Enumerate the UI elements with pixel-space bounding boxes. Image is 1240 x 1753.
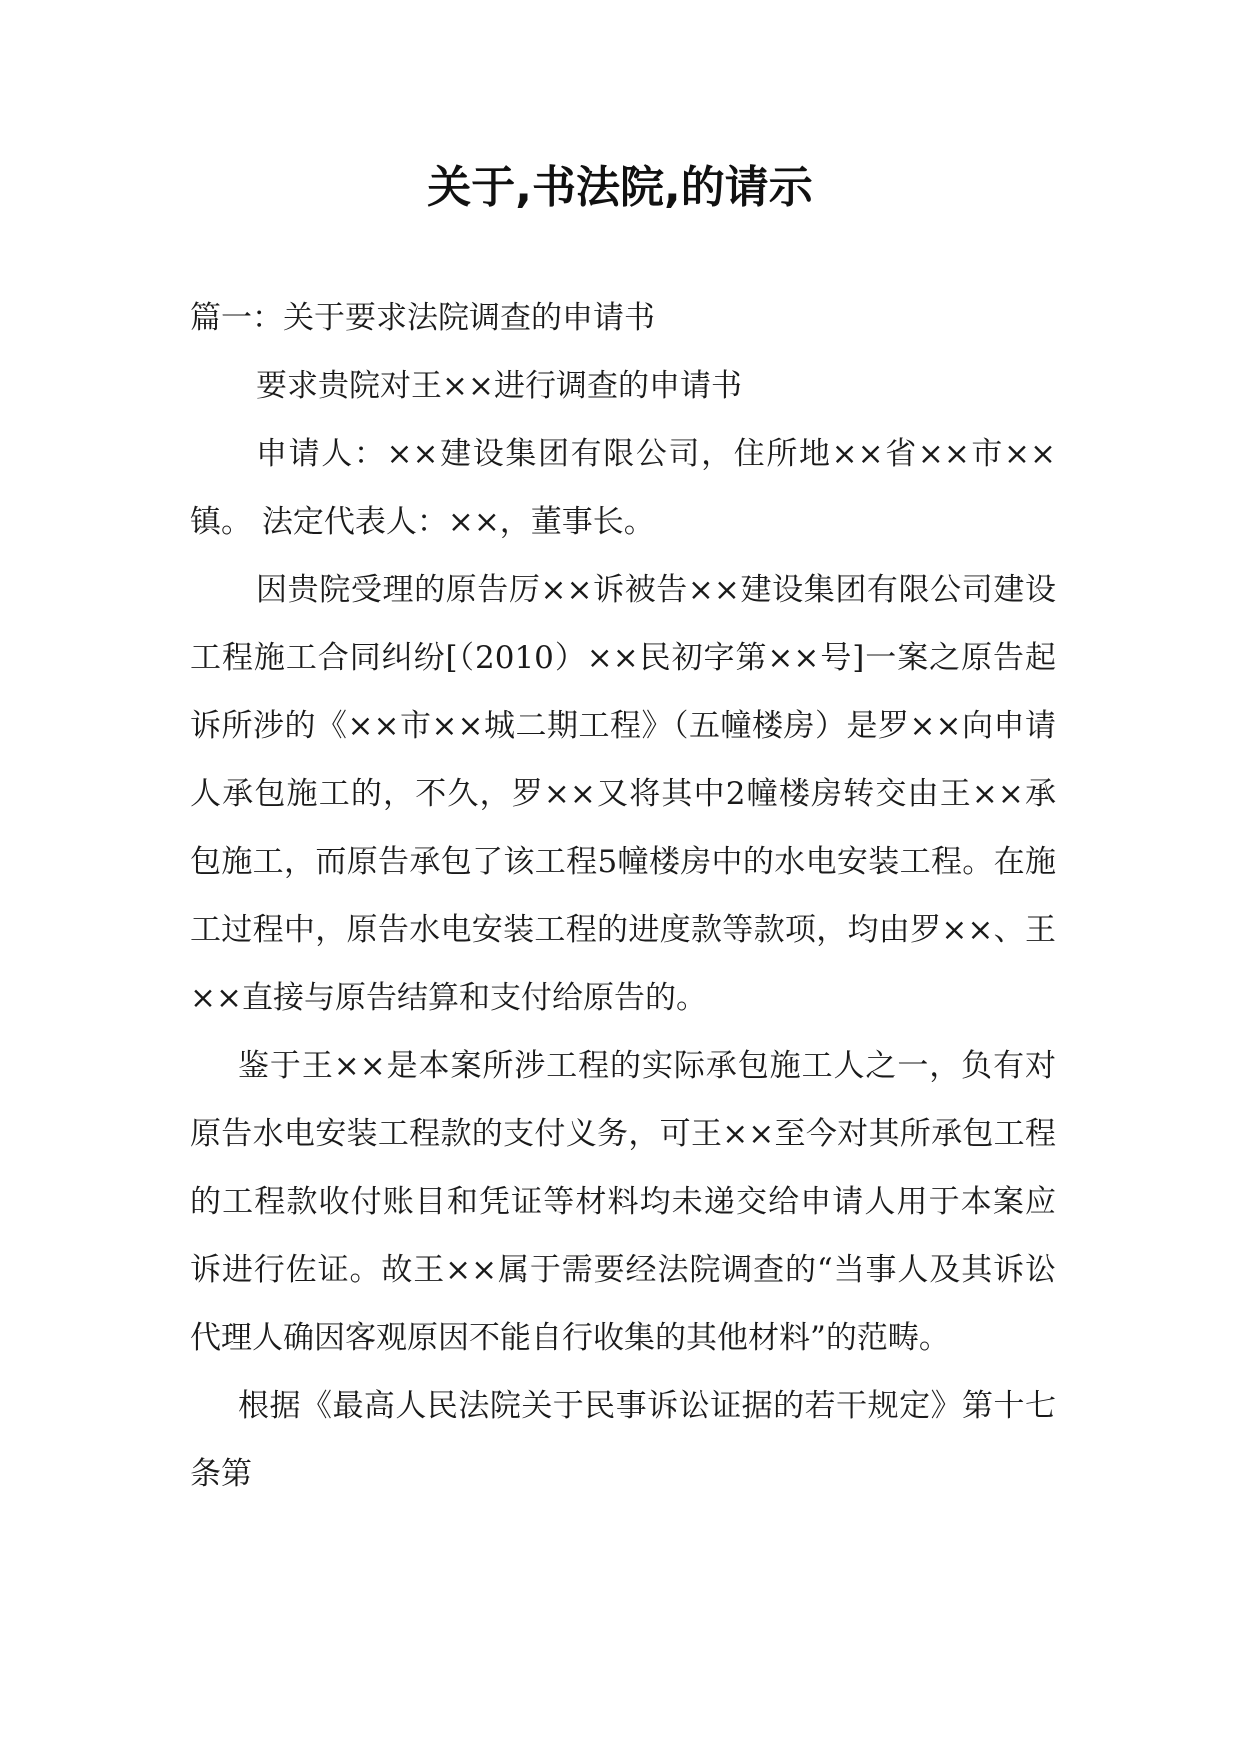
section-heading: 篇一：关于要求法院调查的申请书 (190, 300, 655, 336)
document-title: 关于,书法院,的请示 (427, 162, 813, 213)
case-background-paragraph: 因贵院受理的原告厉××诉被告××建设集团有限公司建设工程施工合同纠纷[（2010）××民初字第××号]一案之原告起诉所涉的《××市××城二期工程》（五幢楼房）是罗××向申请人承包施工的，不久，罗××又将其中2幢楼房转交由王××承包施工，而原告承包了该工程5幢楼房中的水电安装工程。在施工过程中，原告水电安装工程的进度款等款项，均由罗××、王××直接与原告结算和支付给原告的。 (190, 572, 1056, 1016)
legal-basis-paragraph: 根据《最高人民法院关于民事诉讼证据的若干规定》第十七条第 (190, 1388, 1056, 1492)
reason-paragraph: 鉴于王××是本案所涉工程的实际承包施工人之一，负有对原告水电安装工程款的支付义务，可王××至今对其所承包工程的工程款收付账目和凭证等材料均未递交给申请人用于本案应诉进行佐证。故王××属于需要经法院调查的“当事人及其诉讼代理人确因客观原因不能自行收集的其他材料”的范畴。 (190, 1048, 1056, 1356)
document-body (190, 284, 1056, 1508)
applicant-paragraph: 申请人：××建设集团有限公司，住所地××省××市××镇。 法定代表人：××，董事长。 (190, 436, 1056, 540)
application-title: 要求贵院对王××进行调查的申请书 (256, 368, 742, 404)
